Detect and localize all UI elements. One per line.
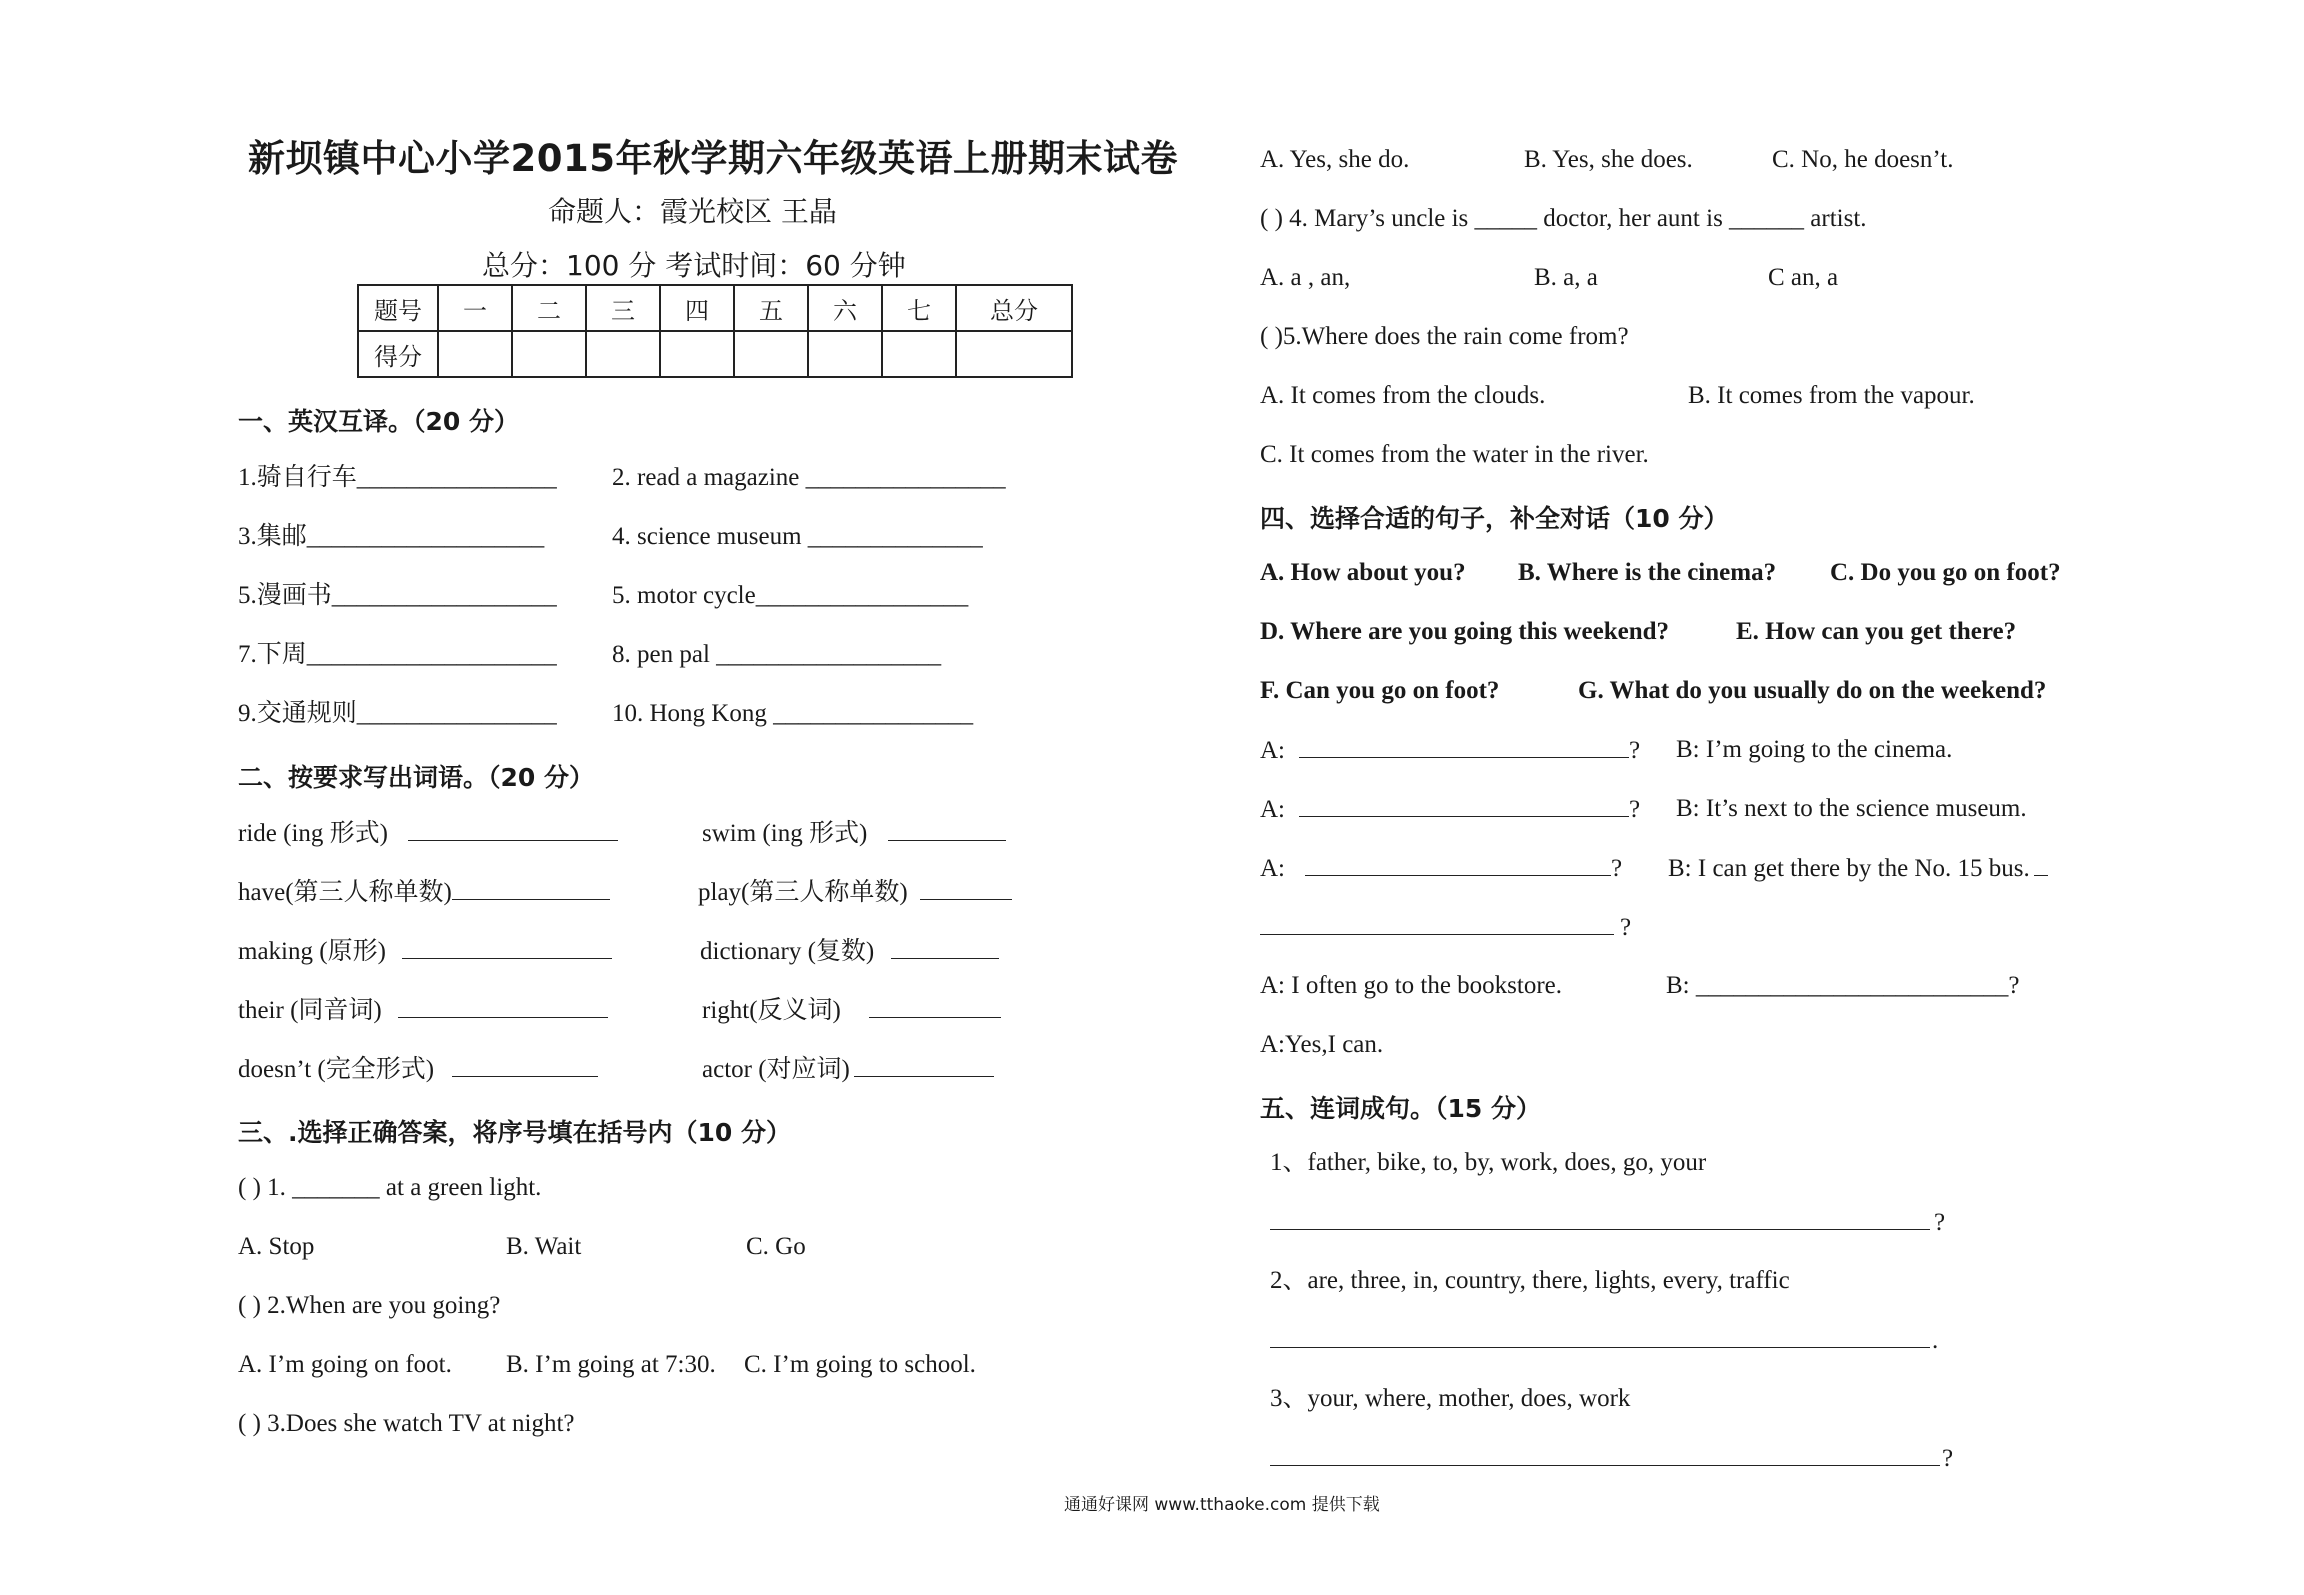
answer-blank[interactable] (854, 1054, 994, 1077)
q1-option-a: A. Stop (238, 1233, 315, 1260)
section2-item-label: right(反义词) (702, 997, 841, 1024)
q3-option-a: A. Yes, she do. (1260, 146, 1410, 173)
answer-blank[interactable] (452, 1054, 598, 1077)
section2-item (700, 936, 999, 967)
score-input-cell[interactable] (882, 331, 956, 377)
answer-blank[interactable] (920, 877, 1012, 900)
section1-item: 8. pen pal __________________ (612, 641, 942, 668)
section2-item-label: play(第三人称单数) (698, 879, 908, 906)
question-2: ( ) 2.When are you going? (238, 1292, 501, 1319)
section1-item: 5. motor cycle_________________ (612, 582, 969, 609)
score-cell: 五 (734, 285, 808, 331)
score-cell: 二 (512, 285, 586, 331)
dialog-blank[interactable] (2034, 853, 2048, 876)
q5-option-c: C. It comes from the water in the river. (1260, 441, 1649, 468)
sentence-blank[interactable] (1270, 1207, 1930, 1230)
question-mark: ? (1620, 914, 1632, 941)
sentence-end-mark: ? (1942, 1445, 1954, 1472)
dialog-a5: A:Yes,I can. (1260, 1031, 1384, 1058)
section1-item: 9.交通规则________________ (238, 700, 557, 727)
answer-blank[interactable] (408, 818, 618, 841)
dialog-option-c: C. Do you go on foot? (1830, 559, 2061, 586)
dialog-line-3b (1260, 912, 1631, 943)
score-cell: 六 (808, 285, 882, 331)
dialog-option-a: A. How about you? (1260, 559, 1466, 586)
answer-blank[interactable] (452, 877, 610, 900)
question-3: ( ) 3.Does she watch TV at night? (238, 1410, 575, 1437)
section5-heading: 五、连词成句。（15 分） (1260, 1094, 1541, 1123)
q2-option-c: C. I’m going to school. (744, 1351, 976, 1378)
question-mark: ? (1611, 855, 1623, 882)
footer-credit: 通通好课网 www.tthaoke.com 提供下载 (1064, 1495, 1380, 1515)
dialog-line-1 (1260, 735, 1640, 766)
dialog-option-d: D. Where are you going this weekend? (1260, 618, 1670, 645)
score-input-cell[interactable] (586, 331, 660, 377)
sentence-3-answer (1270, 1443, 1953, 1474)
sentence-1-answer (1270, 1207, 1945, 1238)
section2-item (238, 995, 608, 1026)
sentence-3-words: 3、your, where, mother, does, work (1270, 1385, 1631, 1412)
section2-item-label: actor (对应词) (702, 1056, 850, 1083)
section1-item: 7.下周____________________ (238, 641, 557, 668)
section2-item-label: ride (ing 形式) (238, 820, 388, 847)
answer-blank[interactable] (869, 995, 1001, 1018)
dialog-option-g: G. What do you usually do on the weekend? (1578, 677, 2047, 704)
sentence-end-mark: . (1932, 1327, 1939, 1354)
section2-item (702, 818, 1006, 849)
dialog-blank[interactable] (1305, 853, 1611, 876)
section1-item: 10. Hong Kong ________________ (612, 700, 974, 727)
dialog-option-f: F. Can you go on foot? (1260, 677, 1500, 704)
q5-option-a: A. It comes from the clouds. (1260, 382, 1546, 409)
sentence-end-mark: ? (1934, 1209, 1946, 1236)
dialog-blank[interactable] (1299, 794, 1629, 817)
score-table-header-row (358, 285, 1072, 331)
section2-item (238, 936, 612, 967)
score-input-cell[interactable] (808, 331, 882, 377)
section2-item (698, 877, 1012, 908)
dialog-blank[interactable] (1299, 735, 1629, 758)
section2-item-label: making (原形) (238, 938, 386, 965)
q1-option-b: B. Wait (506, 1233, 582, 1260)
score-input-cell[interactable] (438, 331, 512, 377)
speaker-a-label: A: (1260, 855, 1285, 882)
sentence-2-answer (1270, 1325, 1938, 1356)
dialog-b3-text: B: I can get there by the No. 15 bus. (1668, 855, 2030, 882)
question-4: ( ) 4. Mary’s uncle is _____ doctor, her aunt is ______ artist. (1260, 205, 1867, 232)
question-mark: ? (1629, 737, 1641, 764)
section2-item-label: dictionary (复数) (700, 938, 875, 965)
question-5: ( )5.Where does the rain come from? (1260, 323, 1629, 350)
sentence-blank[interactable] (1270, 1325, 1930, 1348)
dialog-b4: B: _________________________? (1666, 972, 2020, 999)
dialog-option-e: E. How can you get there? (1736, 618, 2017, 645)
section2-item (238, 818, 618, 849)
answer-blank[interactable] (891, 936, 999, 959)
section2-item (238, 1054, 598, 1085)
q3-option-b: B. Yes, she does. (1524, 146, 1693, 173)
section2-item-label: their (同音词) (238, 997, 382, 1024)
author-line: 命题人：霞光校区 王晶 (548, 195, 837, 228)
speaker-a-label: A: (1260, 796, 1285, 823)
answer-blank[interactable] (888, 818, 1006, 841)
section1-heading: 一、英汉互译。（20 分） (238, 407, 519, 436)
q4-option-b: B. a, a (1534, 264, 1598, 291)
dialog-line-2 (1260, 794, 1640, 825)
sentence-blank[interactable] (1270, 1443, 1940, 1466)
section1-item: 2. read a magazine ________________ (612, 464, 1006, 491)
section2-item-label: have(第三人称单数) (238, 879, 452, 906)
score-cell: 七 (882, 285, 956, 331)
section2-item-label: doesn’t (完全形式) (238, 1056, 435, 1083)
dialog-option-b: B. Where is the cinema? (1518, 559, 1777, 586)
sentence-2-words: 2、are, three, in, country, there, lights, every, traffic (1270, 1267, 1790, 1294)
speaker-a-label: A: (1260, 737, 1285, 764)
score-cell: 题号 (358, 285, 438, 331)
section2-item (702, 995, 1001, 1026)
score-input-cell[interactable] (734, 331, 808, 377)
question-mark: ? (1629, 796, 1641, 823)
exam-meta: 总分：100 分 考试时间：60 分钟 (482, 249, 906, 282)
section2-item (702, 1054, 994, 1085)
section2-item (238, 877, 610, 908)
score-input-cell[interactable] (512, 331, 586, 377)
dialog-b3 (1668, 853, 2048, 884)
q3-option-c: C. No, he doesn’t. (1772, 146, 1954, 173)
sentence-1-words: 1、father, bike, to, by, work, does, go, your (1270, 1149, 1707, 1176)
question-1: ( ) 1. _______ at a green light. (238, 1174, 542, 1201)
score-cell: 三 (586, 285, 660, 331)
q5-option-b: B. It comes from the vapour. (1688, 382, 1975, 409)
q4-option-c: C an, a (1768, 264, 1839, 291)
q2-option-b: B. I’m going at 7:30. (506, 1351, 716, 1378)
score-table-score-row (358, 331, 1072, 377)
dialog-b1: B: I’m going to the cinema. (1676, 736, 1953, 763)
score-input-cell[interactable] (660, 331, 734, 377)
section1-item: 1.骑自行车________________ (238, 464, 557, 491)
section1-item: 3.集邮___________________ (238, 523, 545, 550)
score-row-label: 得分 (358, 331, 438, 377)
section2-heading: 二、按要求写出词语。（20 分） (238, 763, 594, 792)
section4-heading: 四、选择合适的句子，补全对话（10 分） (1260, 504, 1729, 533)
score-cell: 一 (438, 285, 512, 331)
section2-item-label: swim (ing 形式) (702, 820, 868, 847)
q4-option-a: A. a , an, (1260, 264, 1351, 291)
score-table (357, 284, 1073, 378)
page-title: 新坝镇中心小学2015年秋学期六年级英语上册期末试卷 (248, 137, 1178, 180)
dialog-a4: A: I often go to the bookstore. (1260, 972, 1563, 999)
answer-blank[interactable] (402, 936, 612, 959)
score-cell: 四 (660, 285, 734, 331)
dialog-b2: B: It’s next to the science museum. (1676, 795, 2027, 822)
q1-option-c: C. Go (746, 1233, 806, 1260)
dialog-line-3 (1260, 853, 1622, 884)
dialog-blank[interactable] (1260, 912, 1614, 935)
score-input-cell[interactable] (956, 331, 1072, 377)
section1-item: 5.漫画书__________________ (238, 582, 557, 609)
answer-blank[interactable] (398, 995, 608, 1018)
section3-heading: 三、.选择正确答案，将序号填在括号内（10 分） (238, 1118, 791, 1147)
section1-item: 4. science museum ______________ (612, 523, 983, 550)
score-cell: 总分 (956, 285, 1072, 331)
q2-option-a: A. I’m going on foot. (238, 1351, 452, 1378)
